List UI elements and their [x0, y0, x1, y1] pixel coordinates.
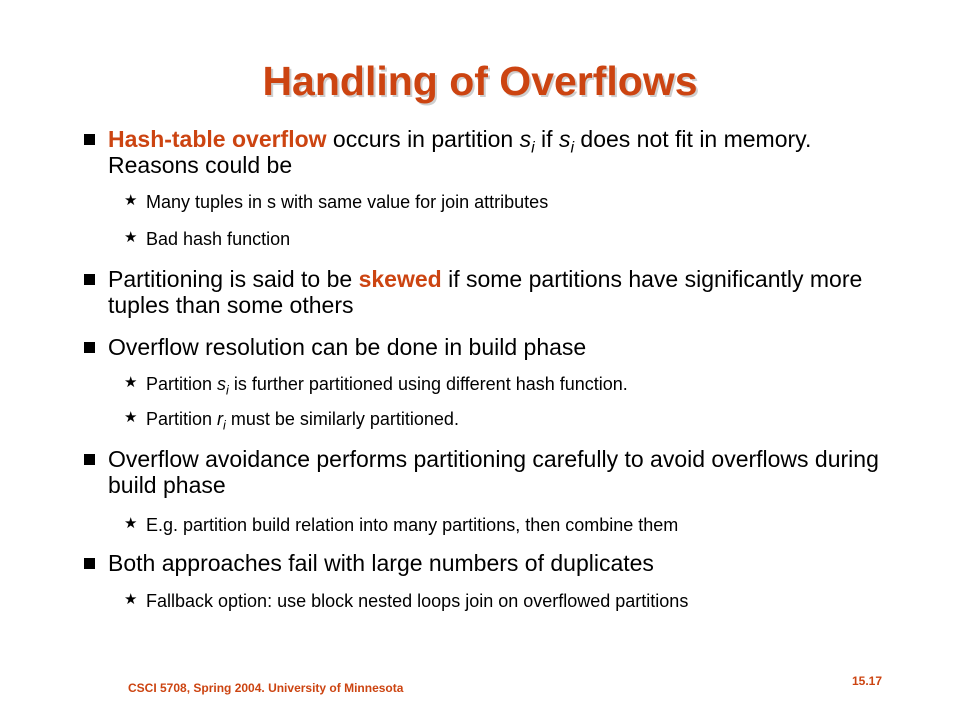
sub-bullet-fallback [124, 590, 764, 612]
square-bullet-icon [84, 134, 95, 145]
footer-course: CSCI 5708, Spring 2004. University of Minnesota [128, 681, 404, 695]
bullet-text: Overflow resolution can be done in build phase [108, 334, 587, 360]
sub-bullet-text: Partition $r_i$ must be similarly partitioned. [146, 409, 459, 433]
bullet-overflow-resolution [84, 334, 894, 360]
sub-bullet-bad-hash [124, 228, 904, 250]
sub-bullet-text: Partition $s_i$ is further partitioned using different hash function. [146, 374, 628, 398]
sub-bullet-partition-r [124, 408, 904, 433]
bullet-text: Partitioning is said to be skewed if some partitions have significantly more tuples than some others [108, 266, 863, 318]
star-bullet-icon: ★ [124, 409, 138, 426]
sub-bullet-text: Bad hash function [146, 229, 291, 249]
star-bullet-icon: ★ [124, 229, 138, 246]
bullet-hash-table-overflow [84, 126, 894, 178]
sub-bullet-text: E.g. partition build relation into many partitions, then combine them [146, 515, 679, 535]
sub-bullet-text: Fallback option: use block nested loops join on overflowed partitions [146, 591, 689, 611]
slide-title: Handling of Overflows [262, 58, 698, 104]
bullet-text: Overflow avoidance performs partitioning carefully to avoid overflows during build phase [108, 446, 879, 498]
bullet-text: Hash-table overflow occurs in partition $s_i$ if $s_i$ does not fit in memory. Reasons could be [108, 126, 812, 178]
sub-bullet-many-tuples [124, 191, 904, 213]
bullet-skewed [84, 266, 894, 318]
square-bullet-icon [84, 342, 95, 353]
footer-slide-number: 15.17 [852, 674, 883, 688]
sub-bullet-eg-partition [124, 514, 904, 536]
bullet-overflow-avoidance [84, 446, 894, 498]
sub-bullet-text: Many tuples in s with same value for join attributes [146, 192, 549, 212]
sub-bullet-partition-s [124, 373, 904, 398]
bullet-text: Both approaches fail with large numbers of duplicates [108, 550, 654, 576]
square-bullet-icon [84, 454, 95, 465]
square-bullet-icon [84, 274, 95, 285]
star-bullet-icon: ★ [124, 374, 138, 391]
star-bullet-icon: ★ [124, 591, 138, 608]
star-bullet-icon: ★ [124, 515, 138, 532]
bullet-both-approaches [84, 550, 894, 576]
square-bullet-icon [84, 558, 95, 569]
star-bullet-icon: ★ [124, 192, 138, 209]
